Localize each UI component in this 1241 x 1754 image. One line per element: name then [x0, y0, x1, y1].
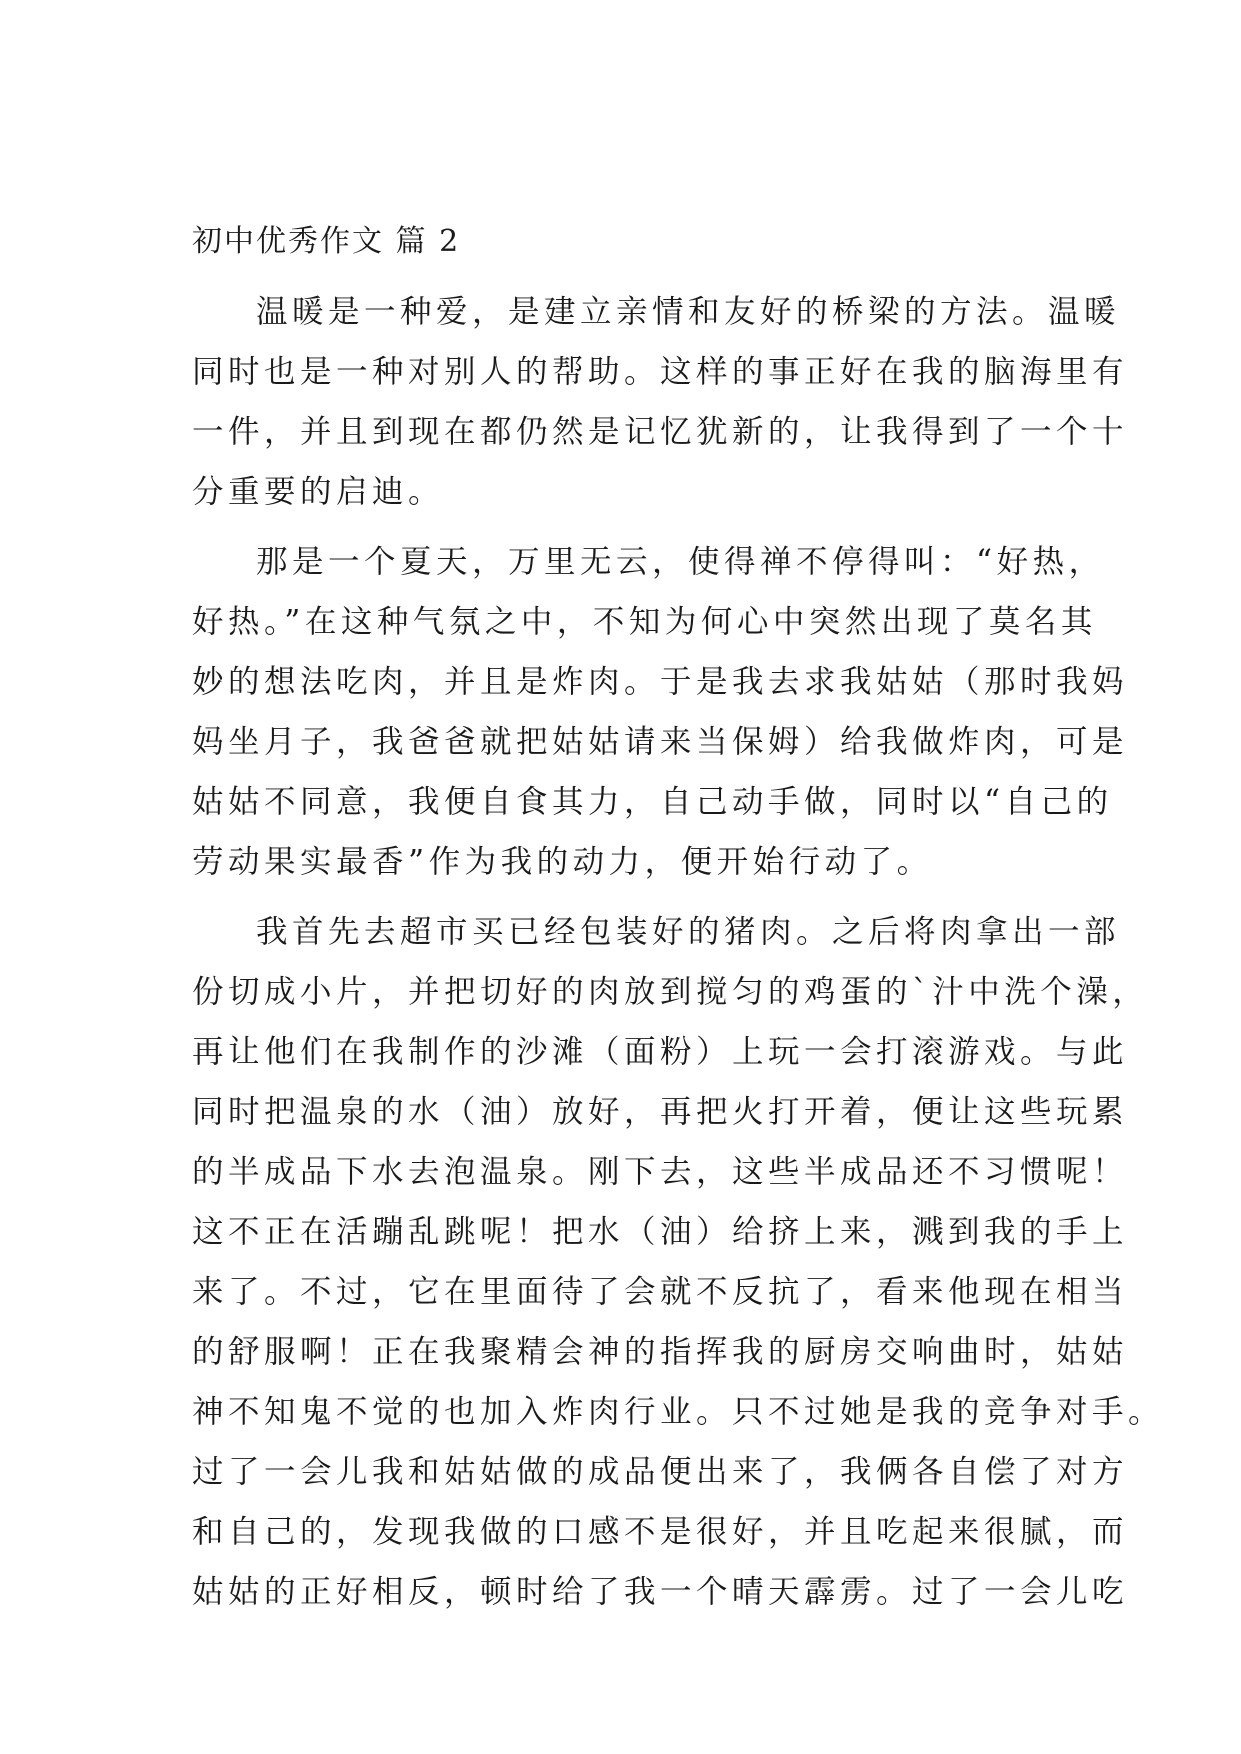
paragraph-2-line-6: 劳动果实最香”作为我的动力，便开始行动了。	[192, 844, 933, 880]
paragraph-1-line-3: 一件，并且到现在都仍然是记忆犹新的，让我得到了一个十	[192, 414, 1129, 450]
paragraph-1-line-2: 同时也是一种对别人的帮助。这样的事正好在我的脑海里有	[192, 354, 1129, 390]
paragraph-2-line-5: 姑姑不同意，我便自食其力，自己动手做，同时以“自己的	[192, 784, 1113, 820]
paragraph-3-line-7: 来了。不过，它在里面待了会就不反抗了，看来他现在相当	[192, 1274, 1129, 1310]
essay-title: 初中优秀作文 篇 2	[192, 224, 461, 259]
paragraph-2-line-3: 妙的想法吃肉，并且是炸肉。于是我去求我姑姑（那时我妈	[192, 664, 1129, 700]
paragraph-3-line-11: 和自己的，发现我做的口感不是很好，并且吃起来很腻，而	[192, 1514, 1129, 1550]
paragraph-3-line-2: 份切成小片，并把切好的肉放到搅匀的鸡蛋的`汁中洗个澡，	[192, 974, 1149, 1010]
paragraph-3-line-6: 这不正在活蹦乱跳呢！把水（油）给挤上来，溅到我的手上	[192, 1214, 1129, 1250]
paragraph-3-line-1: 我首先去超市买已经包装好的猪肉。之后将肉拿出一部	[256, 914, 1121, 950]
paragraph-3-line-10: 过了一会儿我和姑姑做的成品便出来了，我俩各自偿了对方	[192, 1454, 1129, 1490]
paragraph-2-line-1: 那是一个夏天，万里无云，使得禅不停得叫：“好热，	[256, 544, 1105, 580]
paragraph-3-line-5: 的半成品下水去泡温泉。刚下去，这些半成品还不习惯呢！	[192, 1154, 1129, 1190]
paragraph-3-line-4: 同时把温泉的水（油）放好，再把火打开着，便让这些玩累	[192, 1094, 1129, 1130]
paragraph-3-line-3: 再让他们在我制作的沙滩（面粉）上玩一会打滚游戏。与此	[192, 1034, 1129, 1070]
paragraph-1-line-1: 温暖是一种爱，是建立亲情和友好的桥梁的方法。温暖	[256, 294, 1121, 330]
paragraph-1-line-4: 分重要的启迪。	[192, 474, 445, 510]
paragraph-2-line-4: 妈坐月子，我爸爸就把姑姑请来当保姆）给我做炸肉，可是	[192, 724, 1129, 760]
paragraph-2-line-2: 好热。”在这种气氛之中，不知为何心中突然出现了莫名其	[192, 604, 1097, 640]
paragraph-3-line-9: 神不知鬼不觉的也加入炸肉行业。只不过她是我的竞争对手。	[192, 1394, 1165, 1430]
paragraph-3-line-12: 姑姑的正好相反，顿时给了我一个晴天霹雳。过了一会儿吃	[192, 1574, 1129, 1610]
paragraph-3-line-8: 的舒服啊！正在我聚精会神的指挥我的厨房交响曲时，姑姑	[192, 1334, 1129, 1370]
